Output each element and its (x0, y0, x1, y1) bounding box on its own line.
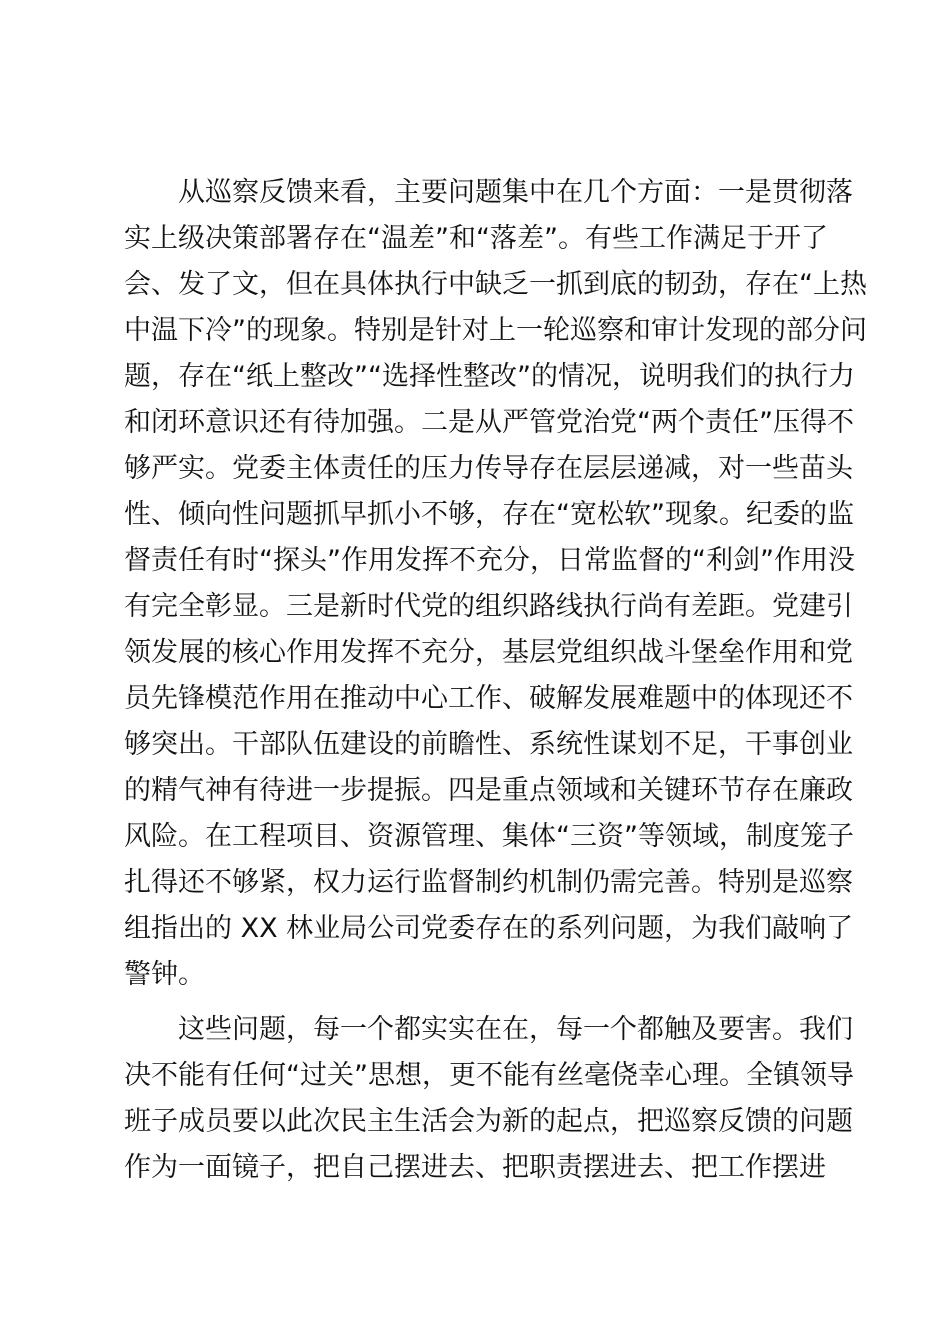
text-line: 的精气神有待进一步提振。四是重点领域和关键环节存在廉政 (124, 775, 853, 806)
text-line: 中温下冷”的现象。特别是针对上一轮巡察和审计发现的部分问 (124, 315, 867, 346)
text-line: 警钟。 (124, 959, 205, 990)
document-body (124, 170, 867, 1191)
text-line: 员先锋模范作用在推动中心工作、破解发展难题中的体现还不 (124, 683, 853, 714)
text-line: 领发展的核心作用发挥不充分，基层党组织战斗堡垒作用和党 (124, 637, 853, 668)
text-line: 督责任有时“探头”作用发挥不充分，日常监督的“利剑”作用没 (124, 545, 855, 576)
paragraph-1 (124, 170, 867, 998)
text-line: 这些问题，每一个都实实在在，每一个都触及要害。我们 (178, 1014, 853, 1045)
text-line: 风险。在工程项目、资源管理、集体“三资”等领域，制度笼子 (124, 821, 854, 852)
text-line: 班子成员要以此次民主生活会为新的起点，把巡察反馈的问题 (124, 1106, 853, 1137)
text-line: 够突出。干部队伍建设的前瞻性、系统性谋划不足，干事创业 (124, 729, 853, 760)
text-line: 会、发了文，但在具体执行中缺乏一抓到底的韧劲，存在“上热 (124, 269, 867, 300)
text-line: 够严实。党委主体责任的压力传导存在层层递减，对一些苗头 (124, 453, 853, 484)
paragraph-2 (124, 1007, 854, 1191)
text-line: 从巡察反馈来看，主要问题集中在几个方面：一是贯彻落 (178, 177, 853, 208)
text-line: 作为一面镜子，把自己摆进去、把职责摆进去、把工作摆进 (124, 1152, 826, 1183)
text-line: 性、倾向性问题抓早抓小不够，存在“宽松软”现象。纪委的监 (124, 499, 854, 530)
text-line: 有完全彰显。三是新时代党的组织路线执行尚有差距。党建引 (124, 591, 853, 622)
text-line: 扎得还不够紧，权力运行监督制约机制仍需完善。特别是巡察 (124, 867, 853, 898)
text-line: 实上级决策部署存在“温差”和“落差”。有些工作满足于开了 (124, 223, 828, 254)
text-line: 题，存在“纸上整改”“选择性整改”的情况，说明我们的执行力 (124, 361, 855, 392)
text-line: 组指出的 XX 林业局公司党委存在的系列问题，为我们敲响了 (124, 913, 854, 944)
paragraph-spacer (124, 998, 824, 1007)
text-line: 决不能有任何“过关”思想，更不能有丝毫侥幸心理。全镇领导 (124, 1060, 854, 1091)
text-line: 和闭环意识还有待加强。二是从严管党治党“两个责任”压得不 (124, 407, 854, 438)
